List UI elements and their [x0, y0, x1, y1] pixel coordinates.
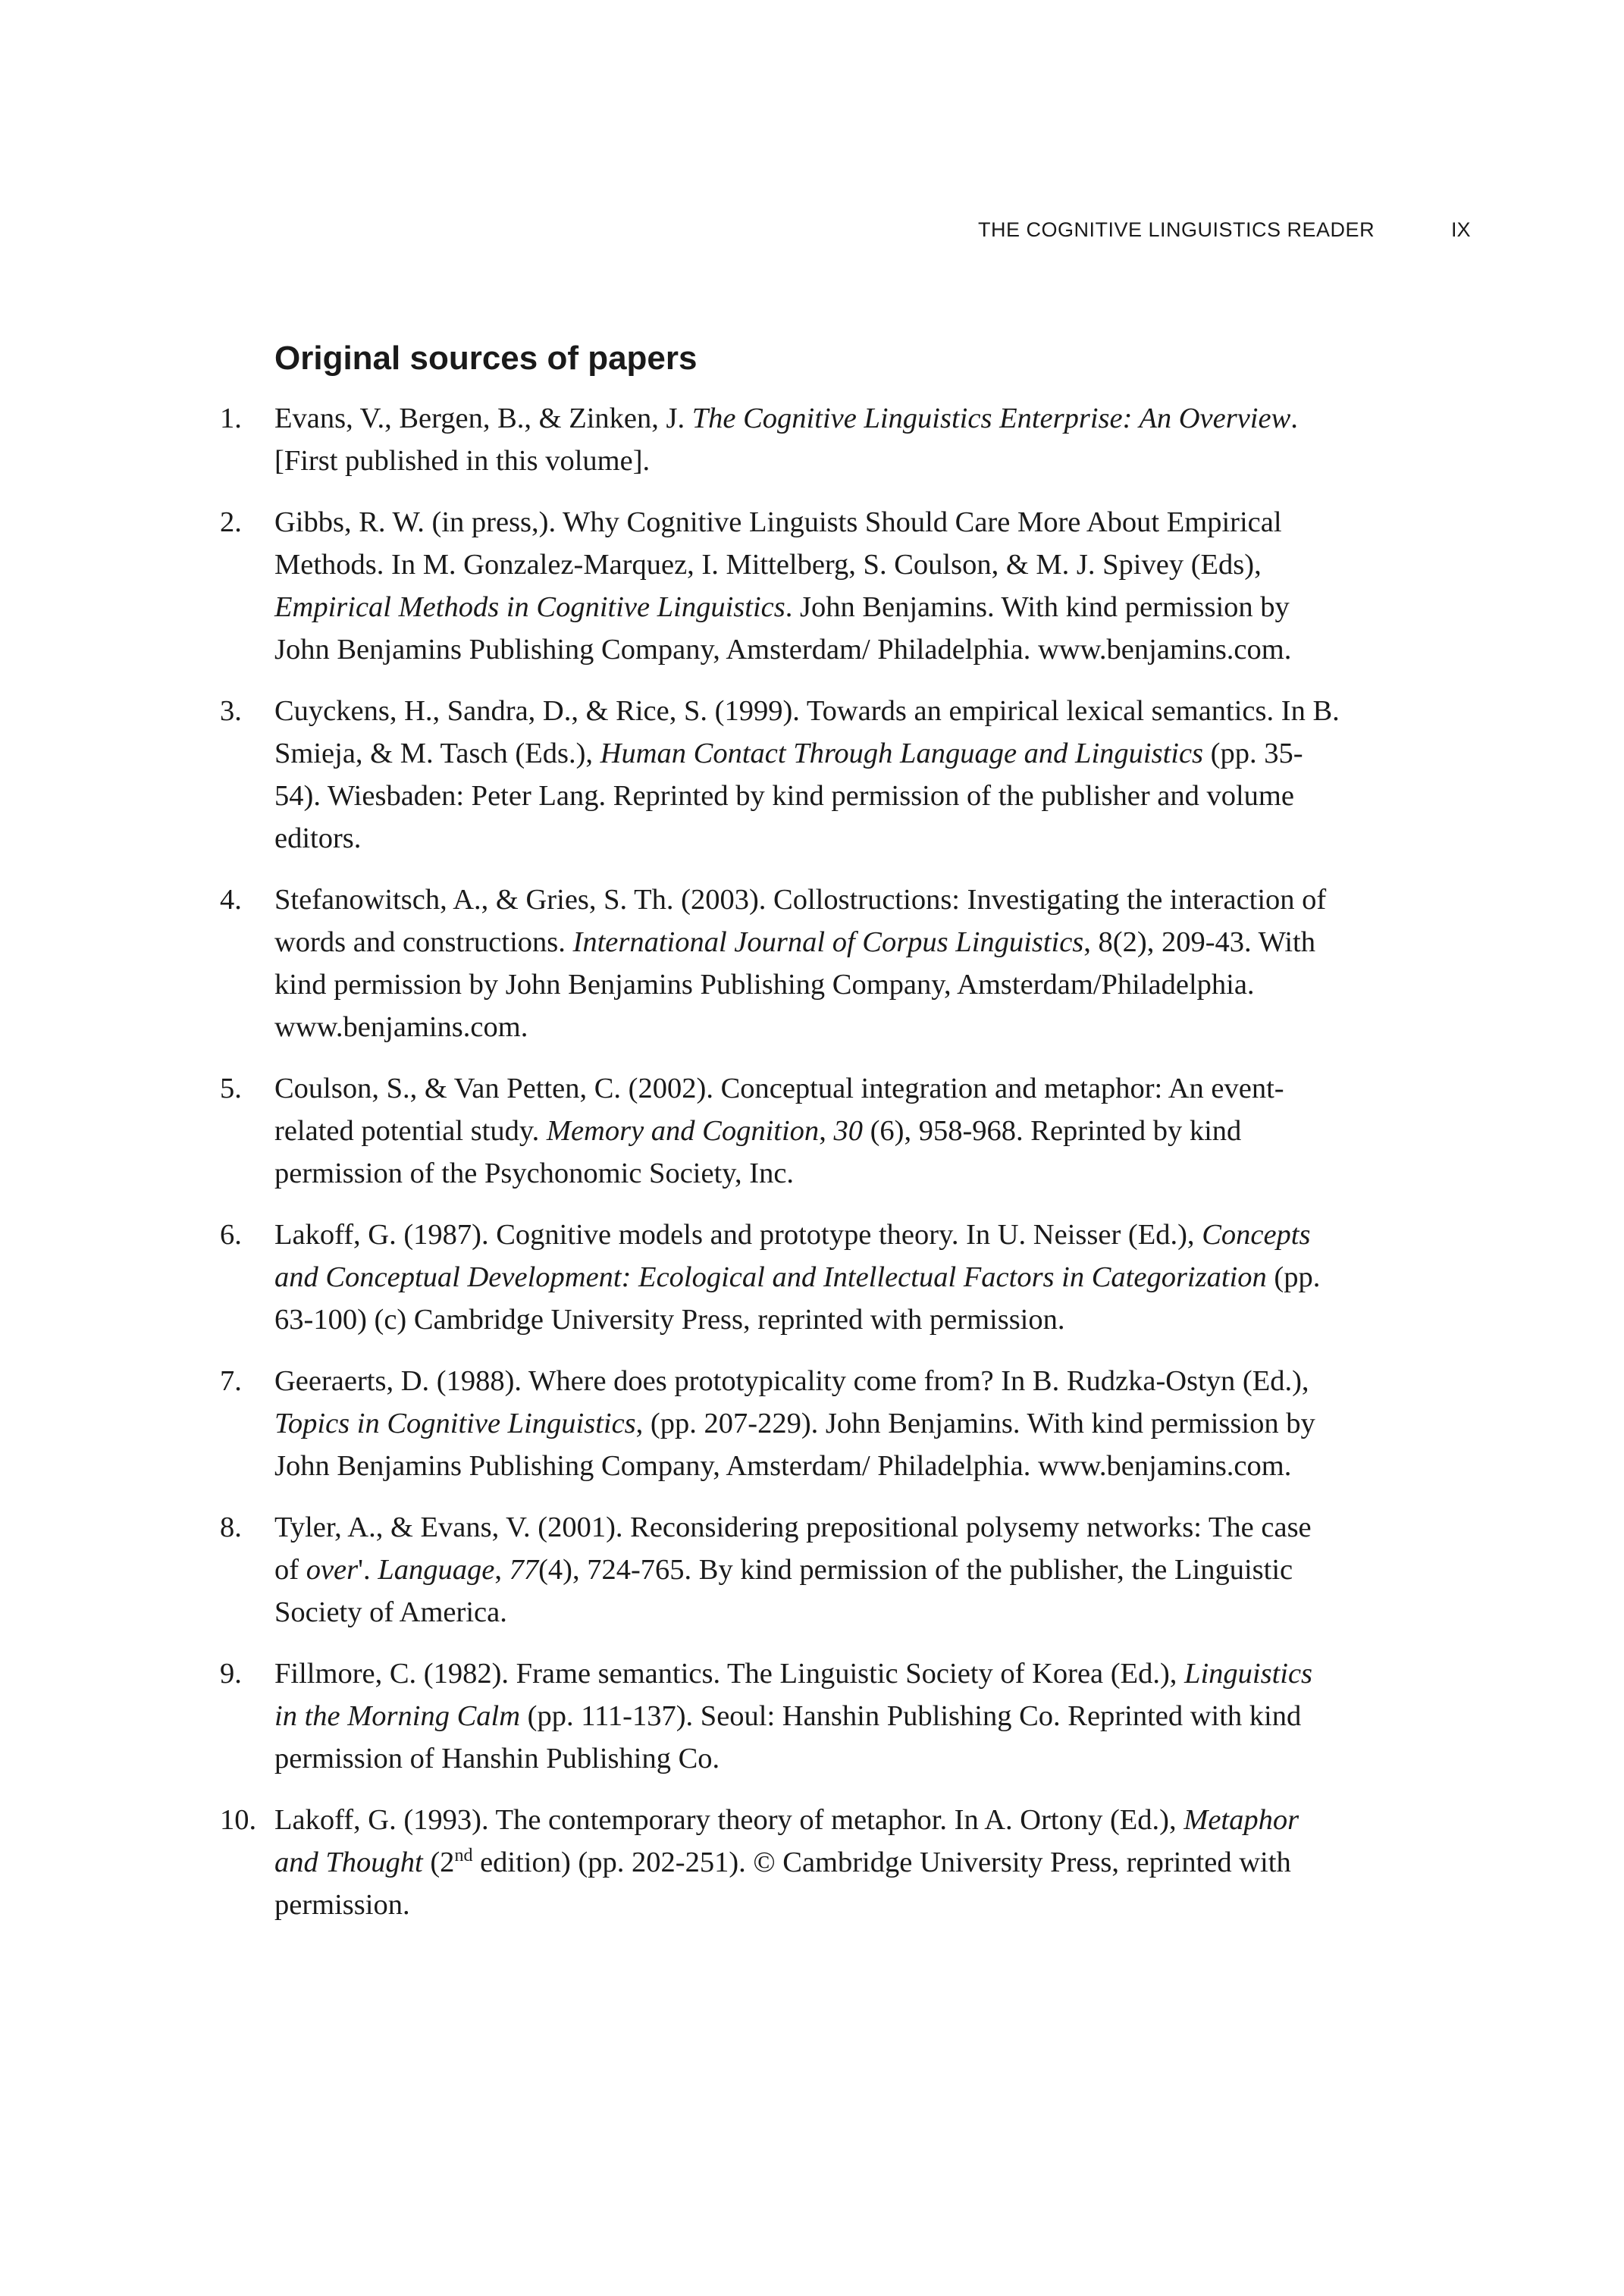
- reference-item-1: [220, 397, 1342, 482]
- reference-item-5: [220, 1067, 1342, 1195]
- reference-number: 7.: [220, 1365, 242, 1397]
- reference-item-7: [220, 1360, 1342, 1487]
- reference-number: 3.: [220, 695, 242, 727]
- reference-text: Geeraerts, D. (1988). Where does prototypicality come from? In B. Rudzka-Ostyn (Ed.), Topics in Cognitive Linguistics, (pp. 207-229). John Benjamins. With kind permission by John Benjamins Publishing Company, Amsterdam/ Philadelphia. www.benjamins.com.: [274, 1365, 1315, 1482]
- reference-list: [220, 397, 1342, 1945]
- reference-item-9: [220, 1652, 1342, 1780]
- running-head-title: THE COGNITIVE LINGUISTICS READER: [978, 218, 1375, 241]
- reference-number: 5.: [220, 1073, 242, 1104]
- reference-item-10: [220, 1799, 1342, 1926]
- reference-text: Evans, V., Bergen, B., & Zinken, J. The Cognitive Linguistics Enterprise: An Overview. [First published in this volume].: [274, 403, 1298, 477]
- reference-text: Lakoff, G. (1993). The contemporary theory of metaphor. In A. Ortony (Ed.), Metaphor and Thought (2nd edition) (pp. 202-251). © Cambridge University Press, reprinted with permission.: [274, 1804, 1300, 1921]
- reference-item-3: [220, 690, 1342, 860]
- reference-number: 9.: [220, 1658, 242, 1690]
- reference-number: 2.: [220, 506, 242, 538]
- reference-text: Stefanowitsch, A., & Gries, S. Th. (2003). Collostructions: Investigating the interaction of words and constructions. International Journal of Corpus Linguistics, 8(2), 209-43. With kind permission by John Benjamins Publishing Company, Amsterdam/Philadelphia. www.benjamins.com.: [274, 884, 1327, 1043]
- reference-number: 8.: [220, 1511, 242, 1543]
- reference-item-4: [220, 879, 1342, 1048]
- reference-item-2: [220, 501, 1342, 671]
- reference-item-6: [220, 1214, 1342, 1341]
- reference-text: Coulson, S., & Van Petten, C. (2002). Conceptual integration and metaphor: An event-related potential study. Memory and Cognition, 30 (6), 958-968. Reprinted by kind permission of the Psychonomic Society, Inc.: [274, 1073, 1284, 1189]
- reference-text: Lakoff, G. (1987). Cognitive models and prototype theory. In U. Neisser (Ed.), Concepts and Conceptual Development: Ecological and Intellectual Factors in Categorization (pp. 63-100) (c) Cambridge University Press, reprinted with permission.: [274, 1219, 1321, 1336]
- reference-text: Fillmore, C. (1982). Frame semantics. The Linguistic Society of Korea (Ed.), Linguistics in the Morning Calm (pp. 111-137). Seoul: Hanshin Publishing Co. Reprinted with kind permission of Hanshin Publishing Co.: [274, 1658, 1313, 1774]
- page-number: IX: [1451, 218, 1471, 241]
- reference-text: Gibbs, R. W. (in press,). Why Cognitive Linguists Should Care More About Empirical Methods. In M. Gonzalez-Marquez, I. Mittelberg, S. Coulson, & M. J. Spivey (Eds), Empirical Methods in Cognitive Linguistics. John Benjamins. With kind permission by John Benjamins Publishing Company, Amsterdam/ Philadelphia. www.benjamins.com.: [274, 506, 1292, 666]
- reference-text: Tyler, A., & Evans, V. (2001). Reconsidering prepositional polysemy networks: The case of over'. Language, 77(4), 724-765. By kind permission of the publisher, the Linguistic Society of America.: [274, 1511, 1312, 1628]
- reference-number: 6.: [220, 1219, 242, 1251]
- reference-item-8: [220, 1506, 1342, 1634]
- reference-number: 1.: [220, 403, 242, 434]
- reference-number: 4.: [220, 884, 242, 916]
- reference-text: Cuyckens, H., Sandra, D., & Rice, S. (1999). Towards an empirical lexical semantics. In B. Smieja, & M. Tasch (Eds.), Human Contact Through Language and Linguistics (pp. 35-54). Wiesbaden: Peter Lang. Reprinted by kind permission of the publisher and volume editors.: [274, 695, 1340, 854]
- section-title: Original sources of papers: [274, 340, 698, 377]
- reference-number: 10.: [220, 1804, 257, 1836]
